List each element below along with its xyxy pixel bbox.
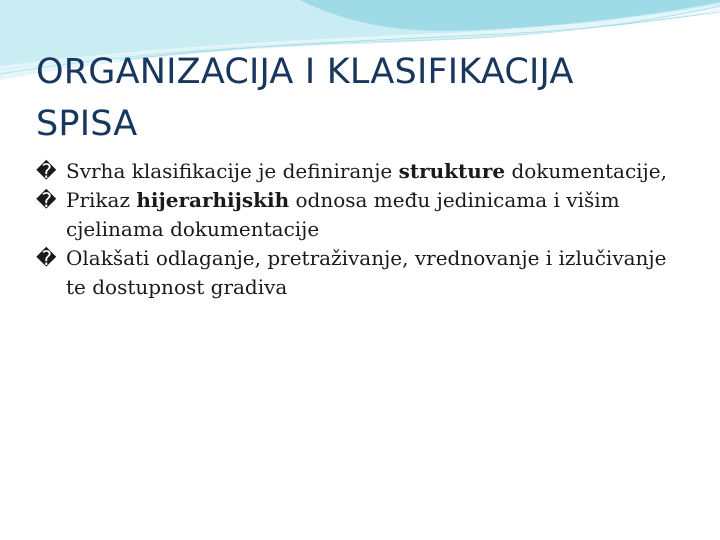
bullet-text-part: Prikaz xyxy=(66,188,137,212)
slide-title: ORGANIZACIJA I KLASIFIKACIJA SPISA xyxy=(36,52,574,144)
bullet-text-1 xyxy=(66,157,676,186)
bullet-text-part: Olakšati odlaganje, pretraživanje, vrednovanje i izlučivanje te dostupnost gradiva xyxy=(66,246,667,299)
bullet-text-part: odnosa među jedinicama i višim cjelinama dokumentacije xyxy=(66,188,620,241)
bullet-list xyxy=(36,157,676,302)
bullet-marker-icon: � xyxy=(36,188,57,212)
bullet-bold-term: hijerarhijskih xyxy=(136,188,290,212)
bullet-text-part: dokumentacije, xyxy=(505,159,667,183)
bullet-item-3 xyxy=(36,244,676,302)
bullet-text-2 xyxy=(66,186,676,244)
bullet-item-2 xyxy=(36,186,676,244)
bullet-marker-icon: � xyxy=(36,246,57,270)
bullet-bold-term: strukture xyxy=(398,159,506,183)
bullet-marker-icon: � xyxy=(36,159,57,183)
bullet-text-part: Svrha klasifikacije je definiranje xyxy=(66,159,399,183)
bullet-item-1 xyxy=(36,157,676,186)
bullet-text-3 xyxy=(66,244,676,302)
